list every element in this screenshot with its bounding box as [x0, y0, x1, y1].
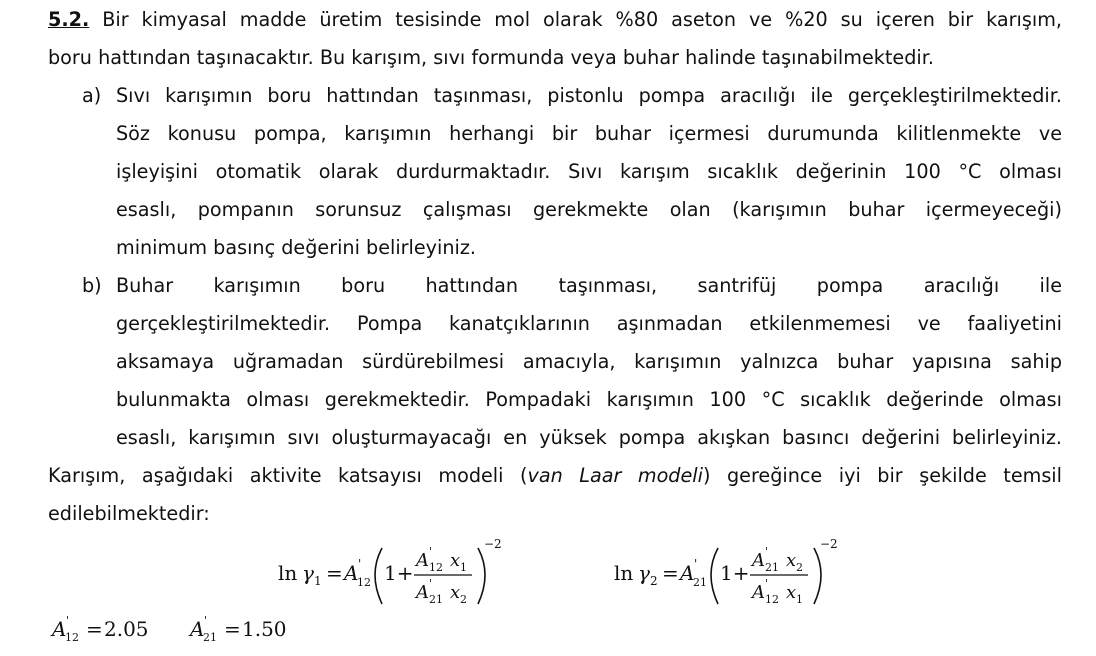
intro-text-1: Bir kimyasal madde üretim tesisinde mol olarak %80 aseton ve %20 su içeren bir karışım, [102, 8, 1062, 31]
eq1-num-x-sub: 1 [460, 561, 467, 574]
eq2-one-plus: 1+ [720, 561, 750, 585]
equation-gamma-2 [606, 534, 846, 614]
part-a-line-1: Sıvı karışımın boru hattından taşınması, pistonlu pompa aracılığı ile gerçekleştirilmektedir. [116, 84, 1062, 107]
eq1-den-x: x [450, 582, 461, 603]
c1-equals: = [86, 617, 103, 641]
eq2-right-paren [814, 548, 821, 604]
intro-line-2: boru hattından taşınacaktır. Bu karışım, sıvı formunda veya buhar halinde taşınabilmektedir. [48, 46, 934, 69]
part-b-line-2: gerçekleştirilmektedir. Pompa kanatçıklarının aşınmadan etkilenmemesi ve faaliyetini [116, 312, 1062, 335]
constant-a12 [48, 610, 178, 650]
intro-line-1 [48, 8, 1062, 32]
eq1-num-a-sub: 12 [429, 561, 443, 574]
eq1-den-a-sub: 21 [429, 593, 443, 606]
part-a-label: a) [82, 84, 102, 107]
eq2-exponent: −2 [820, 537, 838, 551]
eq1-coef-sub: 12 [357, 576, 371, 589]
part-b-line-3: aksamaya uğramadan sürdürebilmesi amacıyla, karışımın yalnızca buhar yapısına sahip [116, 350, 1062, 373]
model-line-2: edilebilmektedir: [48, 502, 210, 525]
eq1-coef-prime: ' [358, 557, 362, 571]
eq1-den-prime: ' [429, 577, 433, 590]
eq1-den-x-sub: 2 [460, 593, 467, 606]
part-b-line-1: Buhar karışımın boru hattından taşınması, santrifüj pompa aracılığı ile [116, 274, 1062, 297]
model-line-1 [48, 464, 1062, 488]
c2-equals: = [224, 617, 241, 641]
eq2-num-a-sub: 21 [765, 561, 779, 574]
eq2-num-x-sub: 2 [796, 561, 803, 574]
eq2-coef-prime: ' [694, 557, 698, 571]
eq1-left-paren [375, 548, 382, 604]
eq2-left-paren [711, 548, 718, 604]
eq1-gamma-sub: 1 [314, 574, 322, 588]
eq2-den-prime: ' [765, 577, 769, 590]
c2-a: A [190, 617, 205, 641]
equation-gamma-1 [270, 534, 510, 614]
model-pre: Karışım, aşağıdaki aktivite katsayısı modeli ( [48, 464, 528, 487]
eq2-den-x-sub: 1 [796, 593, 803, 606]
eq1-right-paren [478, 548, 485, 604]
c2-sub: 21 [203, 631, 217, 644]
part-a-line-5: minimum basınç değerini belirleyiniz. [116, 236, 477, 259]
c1-prime: ' [66, 614, 70, 627]
problem-number: 5.2. [48, 8, 90, 31]
eq1-num-prime: ' [429, 545, 433, 558]
part-b-line-4: bulunmakta olması gerekmektedir. Pompadaki karışımın 100 °C sıcaklık değerinde olması [116, 388, 1062, 411]
eq1-gamma: γ [302, 561, 314, 585]
eq2-num-a: A [752, 550, 765, 571]
eq1-num-a: A [416, 550, 429, 571]
eq2-gamma-sub: 2 [650, 574, 658, 588]
c2-value: 1.50 [242, 617, 287, 641]
eq1-exponent: −2 [484, 537, 502, 551]
eq2-den-x: x [786, 582, 797, 603]
eq2-den-a-sub: 12 [765, 593, 779, 606]
eq2-gamma: γ [638, 561, 650, 585]
eq2-coef-sub: 21 [693, 576, 707, 589]
part-a-line-2: Söz konusu pompa, karışımın herhangi bir buhar içermesi durumunda kilitlenmekte ve [116, 122, 1062, 145]
eq2-den-a: A [752, 582, 765, 603]
eq1-den-a: A [416, 582, 429, 603]
constant-a21 [186, 610, 316, 650]
eq2-equals: = [662, 561, 679, 585]
part-b-line-5: esaslı, karışımın sıvı oluşturmayacağı en yüksek pompa akışkan basıncı değerini belirleyiniz. [116, 426, 1062, 449]
eq1-one-plus: 1+ [384, 561, 414, 585]
part-b-label: b) [82, 274, 102, 297]
eq1-equals: = [326, 561, 343, 585]
model-post: ) gereğince iyi bir şekilde temsil [702, 464, 1062, 487]
eq2-num-x: x [786, 550, 797, 571]
eq1-ln: ln [278, 561, 298, 585]
c2-prime: ' [204, 614, 208, 627]
c1-a: A [52, 617, 67, 641]
eq2-ln: ln [614, 561, 634, 585]
model-name: van Laar modeli [527, 464, 703, 487]
part-a-line-3: işleyişini otomatik olarak durdurmaktadır. Sıvı karışım sıcaklık değerinin 100 °C olması [116, 160, 1062, 183]
eq1-coef: A [344, 561, 359, 585]
eq2-coef: A [680, 561, 695, 585]
part-a-line-4: esaslı, pompanın sorunsuz çalışması gerekmekte olan (karışımın buhar içermeyeceği) [116, 198, 1062, 221]
eq1-num-x: x [450, 550, 461, 571]
eq2-num-prime: ' [765, 545, 769, 558]
c1-value: 2.05 [104, 617, 149, 641]
c1-sub: 12 [65, 631, 79, 644]
